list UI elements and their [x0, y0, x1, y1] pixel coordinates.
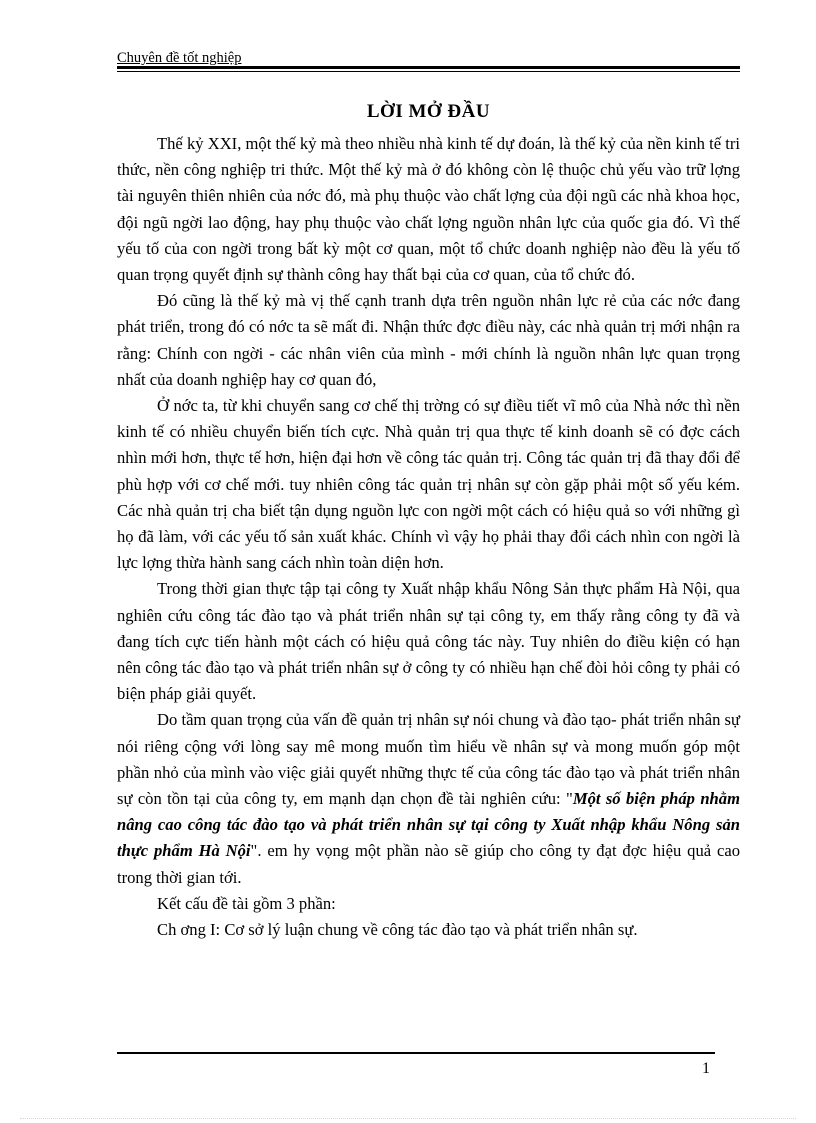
paragraph-3: Ở nớc ta, từ khi chuyển sang cơ chế thị trờng có sự điều tiết vĩ mô của Nhà nớc thì nền kinh tế có nhiều chuyển biến tích cực. Nhà quản trị qua thực tế kinh doanh sẽ có đợc cách nhìn mới hơn, thực tế hơn, hiện đại hơn về công tác quản trị. Công tác quản trị đã thay đổi để phù hợp với cơ chế mới. tuy nhiên công tác quản trị nhân sự còn gặp phải một số yếu kém. Các nhà quản trị cha biết tận dụng nguồn lực con ngời một cách có hiệu quả so với những gì họ đã làm, với các yếu tố sản xuất khác. Chính vì vậy họ phải thay đổi cách nhìn con ngời là lực lợng thừa hành sang cách nhìn toàn diện hơn.: [117, 396, 740, 573]
header-rule-thick: [117, 66, 740, 69]
paragraph-5: [117, 707, 740, 890]
header-rule-thin: [117, 71, 740, 72]
paragraph-2: Đó cũng là thế kỷ mà vị thế cạnh tranh dựa trên nguồn nhân lực rẻ của các nớc đang phát triển, trong đó có nớc ta sẽ mất đi. Nhận thức đợc điều này, các nhà quản trị mới nhận ra rằng: Chính con ngời - các nhân viên của mình - mới chính là nguồn nhân lực quan trọng nhất của doanh nghiệp hay cơ quan đó,: [117, 291, 740, 389]
page-edge-dotted-line: [20, 1118, 796, 1119]
paragraph-4: Trong thời gian thực tập tại công ty Xuất nhập khẩu Nông Sản thực phẩm Hà Nội, qua nghiên cứu công tác đào tạo và phát triển nhân sự tại công ty, em thấy rằng công ty đã và đang tích cực tiến hành một cách có hiệu quả công tác này. Tuy nhiên do điều kiện có hạn nên công tác đào tạo và phát triển nhân sự ở công ty có nhiều hạn chế đòi hỏi công ty phải có biện pháp giải quyết.: [117, 579, 740, 704]
running-header: [117, 48, 740, 68]
body-text: [117, 131, 740, 943]
structure-intro: Kết cấu đề tài gồm 3 phần:: [157, 893, 336, 913]
header-title: Chuyên đề tốt nghiệp: [117, 50, 242, 66]
page-title: LỜI MỞ ĐẦU: [366, 101, 491, 122]
paragraph-5-closing: ". em hy vọng một phần nào sẽ giúp cho công ty đạt đợc hiệu quả cao trong thời gian tới.: [117, 841, 740, 887]
paragraph-1: Thế kỷ XXI, một thế kỷ mà theo nhiều nhà kinh tế dự đoán, là thế kỷ của nền kinh tế tri thức, nền công nghiệp tri thức. Một thế kỷ mà ở đó không còn lệ thuộc chủ yếu vào trữ lợng tài nguyên thiên nhiên của nớc đó, mà phụ thuộc vào chất lợng của đội ngũ các nhà khoa học, đội ngũ ngời lao động, hay phụ thuộc vào chất lợng nguồn nhân lực của quốc gia đó. Vì thế yếu tố của con ngời trong bất kỳ một cơ quan, một tổ chức doanh nghiệp nào đều là yếu tố quan trọng quyết định sự thành công hay thất bại của cơ quan, của tổ chức đó.: [117, 134, 740, 285]
thesis-topic: Một số biện pháp nhằm nâng cao công tác đào tạo và phát triển nhân sự tại công ty Xuất nhập khẩu Nông sản thực phẩm Hà Nội: [117, 789, 740, 861]
paragraph-5-intro: Do tầm quan trọng của vấn đề quản trị nhân sự nói chung và đào tạo- phát triển nhân sự nói riêng cộng với lòng say mê mong muốn tìm hiểu về nhân sự và mong muốn góp một phần nhỏ của mình vào việc giải quyết những thực tế của công tác đào tạo và phát triển nhân sự còn tồn tại của công ty, em mạnh dạn chọn đề tài nghiên cứu: ": [117, 710, 740, 809]
footer-rule: [117, 1052, 715, 1054]
page-number: 1: [702, 1060, 710, 1077]
chapter-1-line: Ch ơng I: Cơ sở lý luận chung về công tác đào tạo và phát triển nhân sự.: [157, 920, 638, 940]
